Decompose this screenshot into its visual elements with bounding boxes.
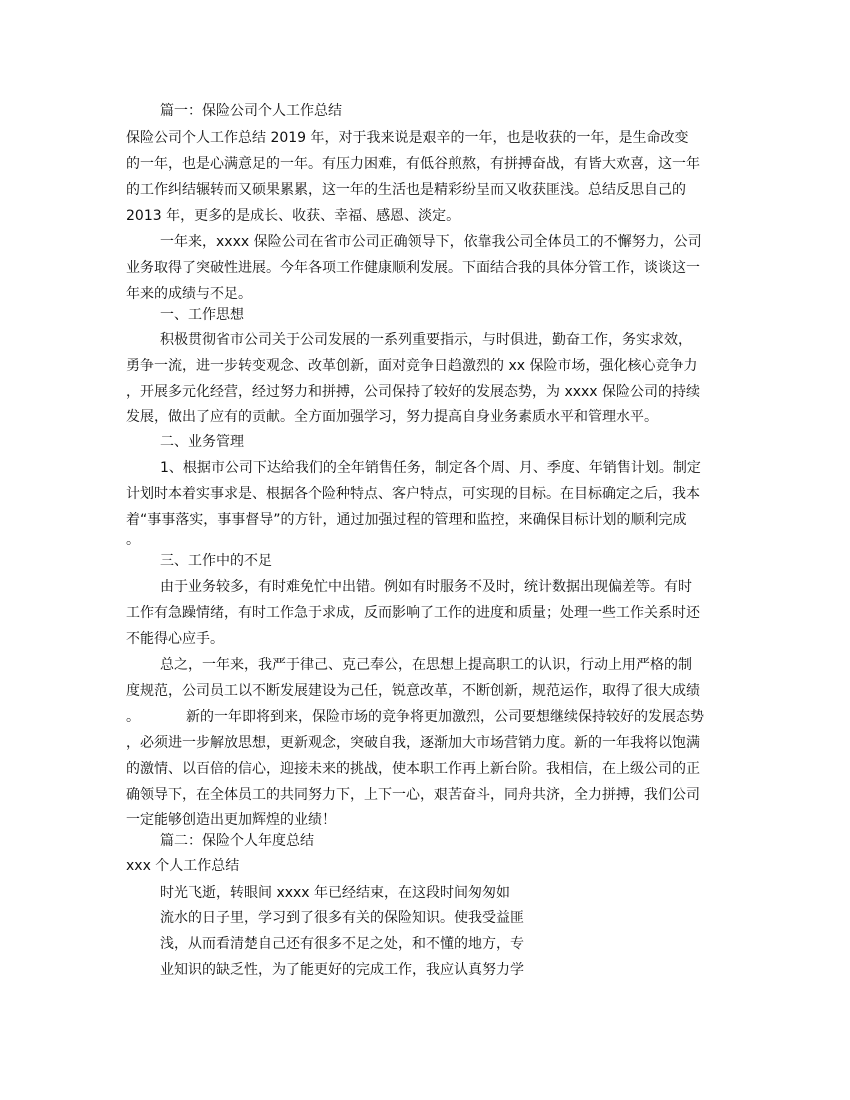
paragraph-line: 时光飞逝，转眼间 xxxx 年已经结束，在这段时间匆匆如 (160, 885, 511, 901)
paragraph-line: 积极贯彻省市公司关于公司发展的一系列重要指示，与时俱进，勤奋工作，务实求效， (160, 332, 692, 348)
paragraph-line: 确领导下，在全体员工的共同努力下，上下一心，艰苦奋斗，同舟共济，全力拼搏，我们公司 (126, 787, 700, 803)
paragraph-line: 业知识的缺乏性，为了能更好的完成工作，我应认真努力学 (160, 962, 524, 978)
paragraph-line: 发展，做出了应有的贡献。全方面加强学习，努力提高自身业务素质水平和管理水平。 (126, 409, 658, 425)
subheading: 二、业务管理 (160, 434, 244, 450)
section-heading-2: 篇二：保险个人年度总结 (160, 833, 314, 849)
paragraph-line: ，开展多元化经营，经过努力和拼搏，公司保持了较好的发展态势，为 xxxx 保险公司的持续 (126, 384, 701, 400)
paragraph-line: 度规范，公司员工以不断发展建设为己任，锐意改革，不断创新，规范运作，取得了很大成绩 (126, 683, 700, 699)
paragraph-line: 。 (126, 532, 140, 548)
paragraph-line: 业务取得了突破性进展。今年各项工作健康顺利发展。下面结合我的具体分管工作，谈谈这一 (126, 260, 700, 276)
paragraph-line: 流水的日子里，学习到了很多有关的保险知识。使我受益匪 (160, 910, 524, 926)
section-heading-1: 篇一：保险公司个人工作总结 (160, 103, 342, 119)
paragraph-line: 新的一年即将到来，保险市场的竞争将更加激烈，公司要想继续保持较好的发展态势 (186, 709, 704, 725)
paragraph-line: 工作有急躁情绪，有时工作急于求成，反而影响了工作的进度和质量；处理一些工作关系时还 (126, 605, 700, 621)
paragraph-line: 勇争一流，进一步转变观念、改革创新，面对竞争日趋激烈的 xx 保险市场，强化核心竞争力 (126, 358, 698, 374)
paragraph-line: 保险公司个人工作总结 2019 年，对于我来说是艰辛的一年，也是收获的一年，是生命改变 (126, 130, 689, 146)
paragraph-line: 总之，一年来，我严于律己、克己奉公，在思想上提高职工的认识，行动上用严格的制 (160, 657, 692, 673)
paragraph-line: 1、根据市公司下达给我们的全年销售任务，制定各个周、月、季度、年销售计划。制定 (160, 460, 701, 476)
paragraph-line: 年来的成绩与不足。 (126, 286, 252, 302)
paragraph-line: 2013 年，更多的是成长、收获、幸福、感恩、淡定。 (126, 208, 461, 224)
paragraph-line: 计划时本着实事求是、根据各个险种特点、客户特点，可实现的目标。在目标确定之后，我本 (126, 486, 700, 502)
paragraph-line: 的激情、以百倍的信心，迎接未来的挑战，使本职工作再上新台阶。我相信，在上级公司的正 (126, 761, 700, 777)
subheading: 三、工作中的不足 (160, 553, 272, 569)
paragraph-line: 浅，从而看清楚自己还有很多不足之处，和不懂的地方，专 (160, 936, 524, 952)
subheading: xxx 个人工作总结 (126, 858, 240, 874)
subheading: 一、工作思想 (160, 307, 244, 323)
paragraph-line: ，必须进一步解放思想，更新观念，突破自我，逐渐加大市场营销力度。新的一年我将以饱满 (126, 735, 700, 751)
paragraph-line: 不能得心应手。 (126, 631, 224, 647)
paragraph-line: 的工作纠结辗转而又硕果累累，这一年的生活也是精彩纷呈而又收获匪浅。总结反思自己的 (126, 182, 686, 198)
paragraph-line: 。 (126, 709, 140, 725)
paragraph-line: 着“事事落实，事事督导”的方针，通过加强过程的管理和监控，来确保目标计划的顺利完成 (126, 512, 687, 528)
paragraph-line: 一定能够创造出更加辉煌的业绩！ (126, 812, 336, 828)
paragraph-line: 由于业务较多，有时难免忙中出错。例如有时服务不及时，统计数据出现偏差等。有时 (160, 579, 692, 595)
paragraph-line: 一年来，xxxx 保险公司在省市公司正确领导下，依靠我公司全体员工的不懈努力，公司 (160, 234, 702, 250)
paragraph-line: 的一年，也是心满意足的一年。有压力困难，有低谷煎熬，有拼搏奋战，有皆大欢喜，这一年 (126, 156, 700, 172)
